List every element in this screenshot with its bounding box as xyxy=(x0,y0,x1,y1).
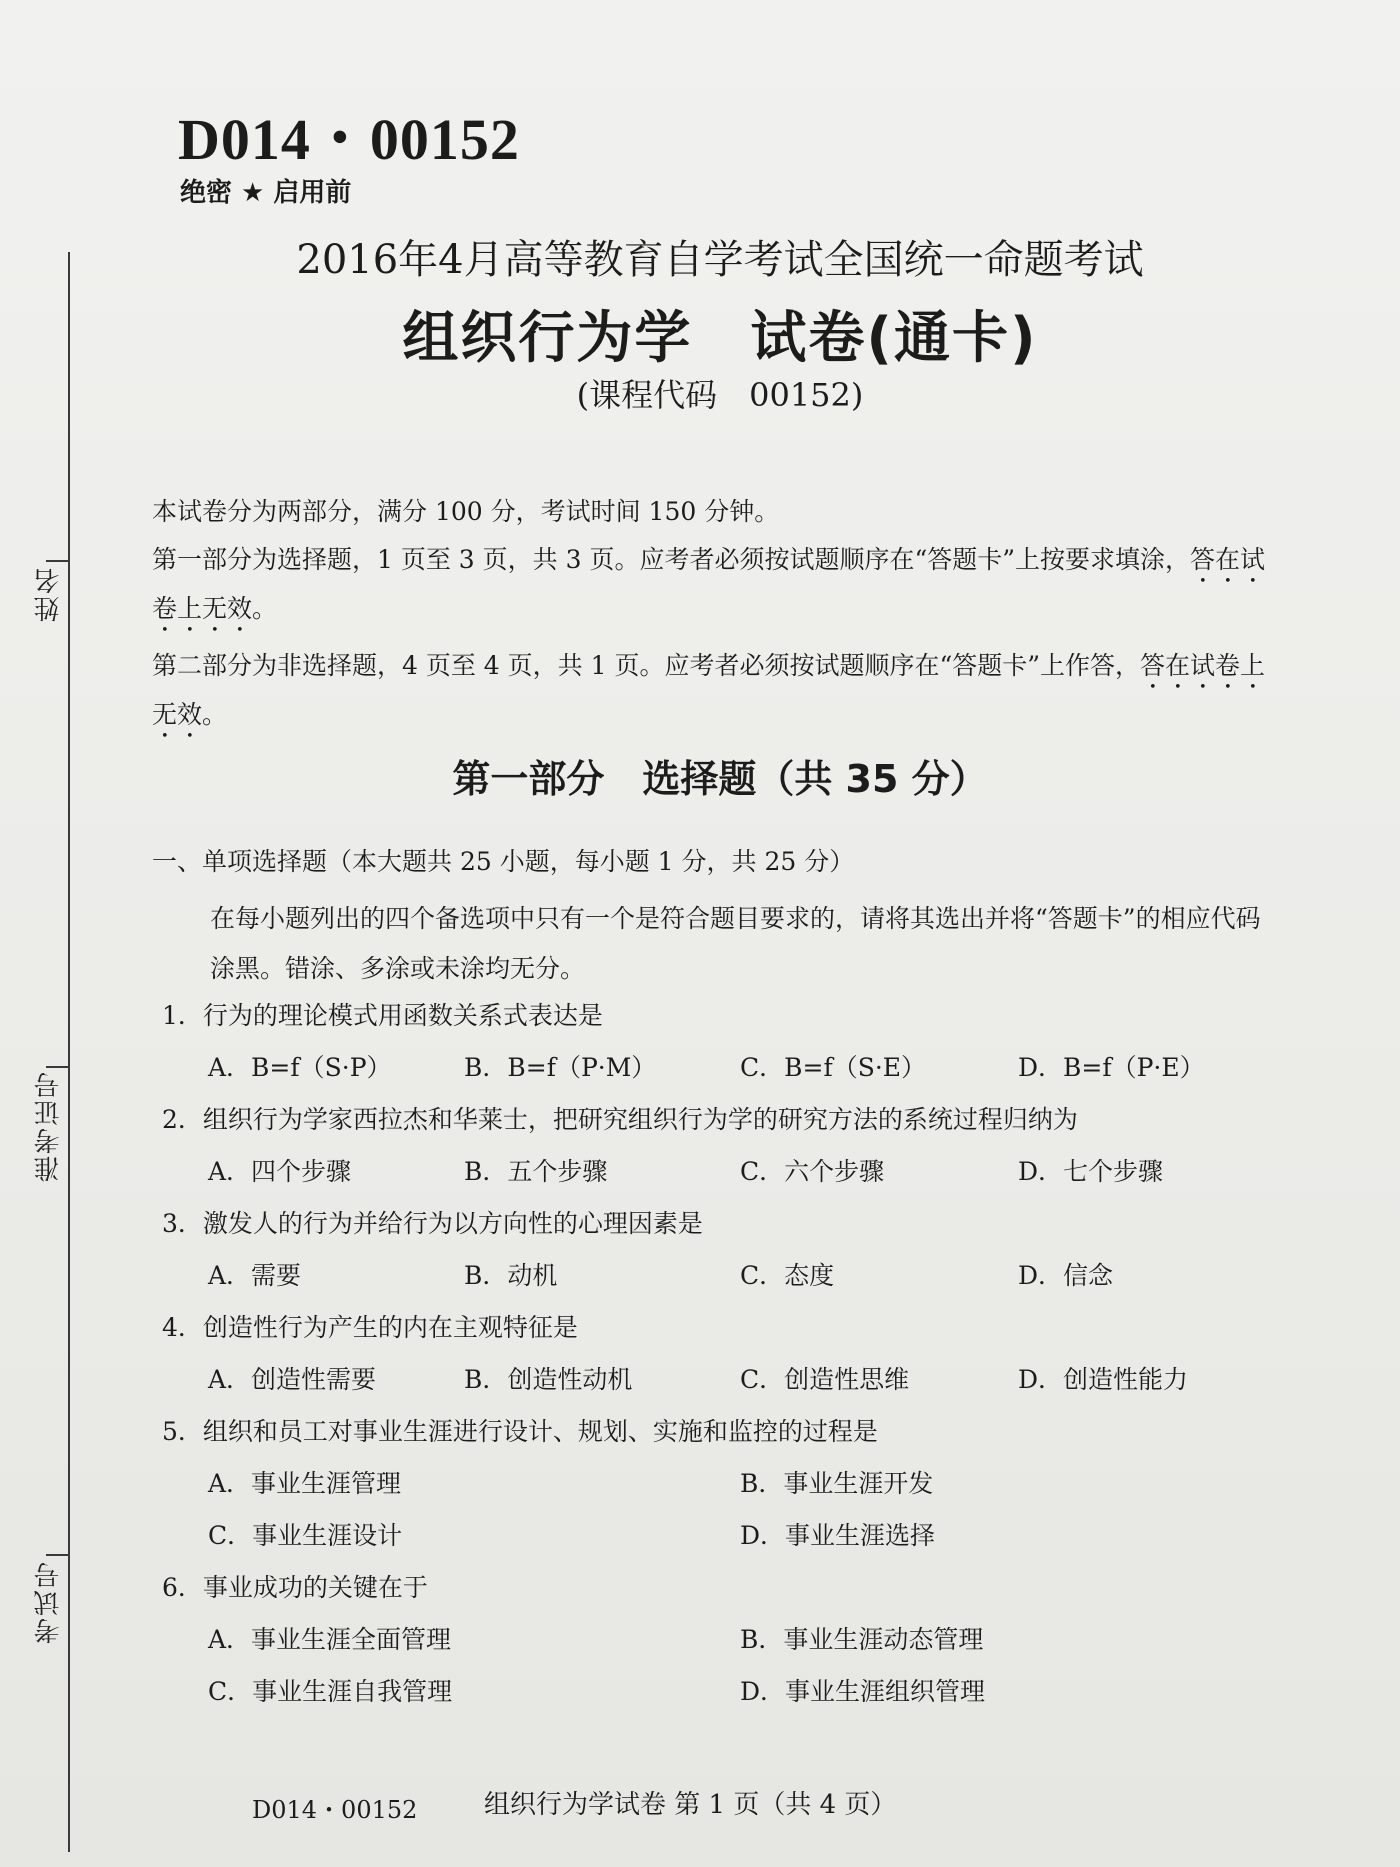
answer-option: A．事业生涯管理 xyxy=(208,1469,402,1498)
instruction-part-1-end: 。 xyxy=(252,594,278,623)
answer-option: D．B=f（P·E） xyxy=(1018,1053,1205,1082)
answer-option: C．创造性思维 xyxy=(740,1365,910,1394)
question-stem: 6．事业成功的关键在于 xyxy=(162,1573,428,1602)
section-heading: 一、单项选择题（本大题共 25 小题，每小题 1 分，共 25 分） xyxy=(152,847,855,876)
exam-title: 2016年4月高等教育自学考试全国统一命题考试 xyxy=(296,237,1144,283)
question-item xyxy=(162,1562,1272,1718)
answer-option: C．事业生涯自我管理 xyxy=(208,1677,453,1706)
question-stem: 2．组织行为学家西拉杰和华莱士，把研究组织行为学的研究方法的系统过程归纳为 xyxy=(162,1105,1078,1134)
answer-option: A．事业生涯全面管理 xyxy=(208,1625,452,1654)
instruction-part-1 xyxy=(152,540,1272,638)
confidential-mark: 绝密 ★ 启用前 xyxy=(180,178,352,208)
answer-option: A．四个步骤 xyxy=(208,1157,352,1186)
question-stem: 3．激发人的行为并给行为以方向性的心理因素是 xyxy=(162,1209,703,1238)
answer-option: B．创造性动机 xyxy=(464,1365,633,1394)
instruction-line-1: 本试卷分为两部分，满分 100 分，考试时间 150 分钟。 xyxy=(152,497,780,526)
question-list xyxy=(162,990,1272,1718)
answer-option: D．事业生涯组织管理 xyxy=(740,1677,986,1706)
answer-option: B．五个步骤 xyxy=(464,1157,608,1186)
instruction-part-2-emphasis: 答在试卷上无效 xyxy=(152,651,1266,729)
name-label: 姓名 xyxy=(34,566,64,622)
footer-code: D014・00152 xyxy=(252,1796,418,1824)
answer-option: B．事业生涯开发 xyxy=(740,1469,934,1498)
exam-number-label: 考试号 xyxy=(34,1560,64,1644)
question-item xyxy=(162,1094,1272,1198)
answer-option: C．B=f（S·E） xyxy=(740,1053,927,1082)
answer-option: A．B=f（S·P） xyxy=(208,1053,392,1082)
ticket-number-label: 准考证号 xyxy=(34,1070,64,1182)
question-options xyxy=(162,1042,1272,1094)
question-item xyxy=(162,1198,1272,1302)
answer-option: B．事业生涯动态管理 xyxy=(740,1625,984,1654)
answer-option: B．动机 xyxy=(464,1261,558,1290)
question-stem: 1．行为的理论模式用函数关系式表达是 xyxy=(162,1001,603,1030)
question-item xyxy=(162,1406,1272,1562)
instruction-part-1-emphasis: 答在试卷上无效 xyxy=(152,545,1266,623)
ticket-number-field-line[interactable] xyxy=(46,1066,70,1068)
answer-option: A．需要 xyxy=(208,1261,302,1290)
question-options xyxy=(162,1146,1272,1198)
name-field-line[interactable] xyxy=(46,560,70,562)
instruction-part-2-end: 。 xyxy=(202,700,228,729)
question-options xyxy=(162,1614,1272,1718)
paper-title: 组织行为学 试卷(通卡) xyxy=(402,306,1038,371)
answer-option: D．七个步骤 xyxy=(1018,1157,1164,1186)
answer-option: D．创造性能力 xyxy=(1018,1365,1189,1394)
part-one-title: 第一部分 选择题（共 35 分） xyxy=(452,757,988,801)
footer-page-number: 组织行为学试卷 第 1 页（共 4 页） xyxy=(484,1790,897,1820)
answer-option: D．信念 xyxy=(1018,1261,1114,1290)
instruction-part-2 xyxy=(152,646,1272,744)
binding-line xyxy=(68,252,70,1852)
answer-option: D．事业生涯选择 xyxy=(740,1521,936,1550)
question-options xyxy=(162,1354,1272,1406)
exam-number-field-line[interactable] xyxy=(46,1554,70,1556)
question-stem: 4．创造性行为产生的内在主观特征是 xyxy=(162,1313,578,1342)
answer-option: B．B=f（P·M） xyxy=(464,1053,657,1082)
answer-option: C．事业生涯设计 xyxy=(208,1521,403,1550)
instruction-part-1-text: 第一部分为选择题，1 页至 3 页，共 3 页。应考者必须按试题顺序在“答题卡”上按要求填涂， xyxy=(152,545,1191,574)
question-stem: 5．组织和员工对事业生涯进行设计、规划、实施和监控的过程是 xyxy=(162,1417,878,1446)
answer-option: A．创造性需要 xyxy=(208,1365,377,1394)
instructions xyxy=(152,492,1272,752)
question-options xyxy=(162,1250,1272,1302)
answer-option: C．六个步骤 xyxy=(740,1157,885,1186)
question-item xyxy=(162,990,1272,1094)
section-description: 在每小题列出的四个备选项中只有一个是符合题目要求的，请将其选出并将“答题卡”的相应代码涂黑。错涂、多涂或未涂均无分。 xyxy=(210,904,1261,983)
paper-code: D014・00152 xyxy=(178,107,520,172)
instruction-part-2-text: 第二部分为非选择题，4 页至 4 页，共 1 页。应考者必须按试题顺序在“答题卡”上作答， xyxy=(152,651,1141,680)
question-options xyxy=(162,1458,1272,1562)
question-item xyxy=(162,1302,1272,1406)
course-code: (课程代码 00152) xyxy=(576,376,864,414)
answer-option: C．态度 xyxy=(740,1261,835,1290)
